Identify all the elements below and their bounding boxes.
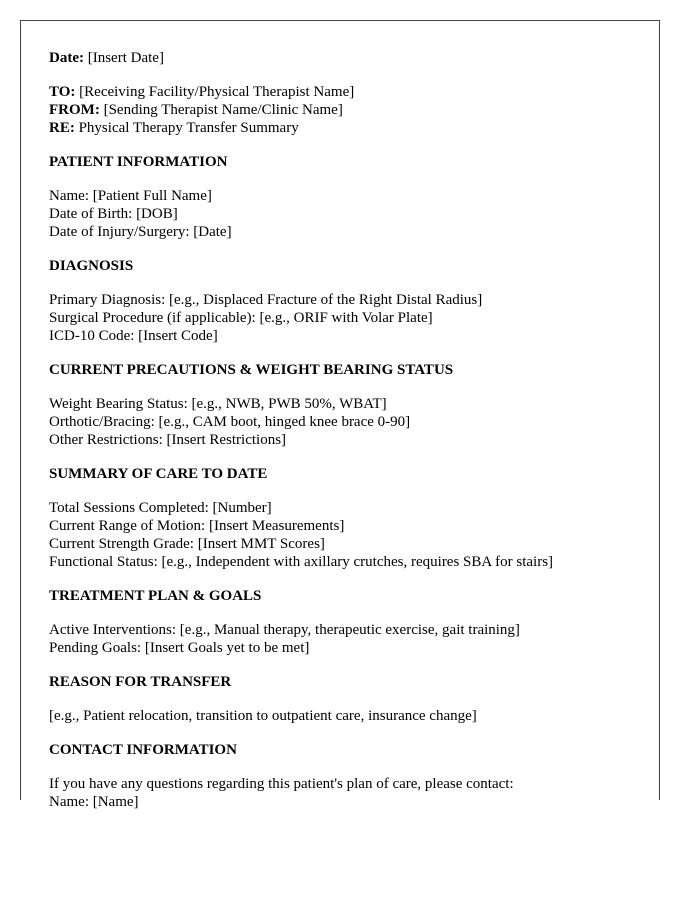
- contact-information-heading: CONTACT INFORMATION: [49, 742, 237, 758]
- reason-for-transfer-line: [e.g., Patient relocation, transition to outpatient care, insurance change]: [49, 708, 477, 724]
- strength-grade-line: Current Strength Grade: [Insert MMT Scores]: [49, 536, 325, 552]
- diagnosis-heading: DIAGNOSIS: [49, 258, 134, 274]
- range-of-motion-line: Current Range of Motion: [Insert Measurements]: [49, 518, 345, 534]
- patient-injury-date-line: Date of Injury/Surgery: [Date]: [49, 224, 232, 240]
- re-line: [49, 119, 643, 137]
- icd10-code-line: ICD-10 Code: [Insert Code]: [49, 328, 218, 344]
- date-line: [49, 49, 643, 67]
- from-value: [Sending Therapist Name/Clinic Name]: [103, 102, 343, 118]
- other-restrictions-line: Other Restrictions: [Insert Restrictions]: [49, 432, 287, 448]
- from-label: FROM:: [49, 102, 100, 118]
- re-label: RE:: [49, 120, 75, 136]
- patient-information-heading: PATIENT INFORMATION: [49, 154, 228, 170]
- sessions-completed-line: Total Sessions Completed: [Number]: [49, 500, 272, 516]
- reason-for-transfer-heading: REASON FOR TRANSFER: [49, 674, 232, 690]
- to-line: [49, 83, 643, 101]
- document-content: [49, 49, 643, 811]
- weight-bearing-line: Weight Bearing Status: [e.g., NWB, PWB 50%, WBAT]: [49, 396, 387, 412]
- summary-of-care-heading: SUMMARY OF CARE TO DATE: [49, 466, 268, 482]
- re-value: Physical Therapy Transfer Summary: [78, 120, 299, 136]
- patient-dob-line: Date of Birth: [DOB]: [49, 206, 178, 222]
- pending-goals-line: Pending Goals: [Insert Goals yet to be met]: [49, 640, 310, 656]
- date-label: Date:: [49, 50, 84, 66]
- from-line: [49, 101, 643, 119]
- active-interventions-line: Active Interventions: [e.g., Manual therapy, therapeutic exercise, gait training]: [49, 622, 520, 638]
- precautions-heading: CURRENT PRECAUTIONS & WEIGHT BEARING STATUS: [49, 362, 454, 378]
- treatment-plan-heading: TREATMENT PLAN & GOALS: [49, 588, 262, 604]
- primary-diagnosis-line: Primary Diagnosis: [e.g., Displaced Fracture of the Right Distal Radius]: [49, 292, 483, 308]
- date-value: [Insert Date]: [87, 50, 164, 66]
- to-label: TO:: [49, 84, 76, 100]
- contact-name-line: Name: [Name]: [49, 794, 139, 810]
- orthotic-bracing-line: Orthotic/Bracing: [e.g., CAM boot, hinged knee brace 0-90]: [49, 414, 411, 430]
- surgical-procedure-line: Surgical Procedure (if applicable): [e.g., ORIF with Volar Plate]: [49, 310, 433, 326]
- patient-name-line: Name: [Patient Full Name]: [49, 188, 212, 204]
- document-page: [20, 20, 660, 810]
- to-value: [Receiving Facility/Physical Therapist Name]: [79, 84, 355, 100]
- contact-instructions-line: If you have any questions regarding this patient's plan of care, please contact:: [49, 776, 514, 792]
- functional-status-line: Functional Status: [e.g., Independent with axillary crutches, requires SBA for stairs]: [49, 554, 554, 570]
